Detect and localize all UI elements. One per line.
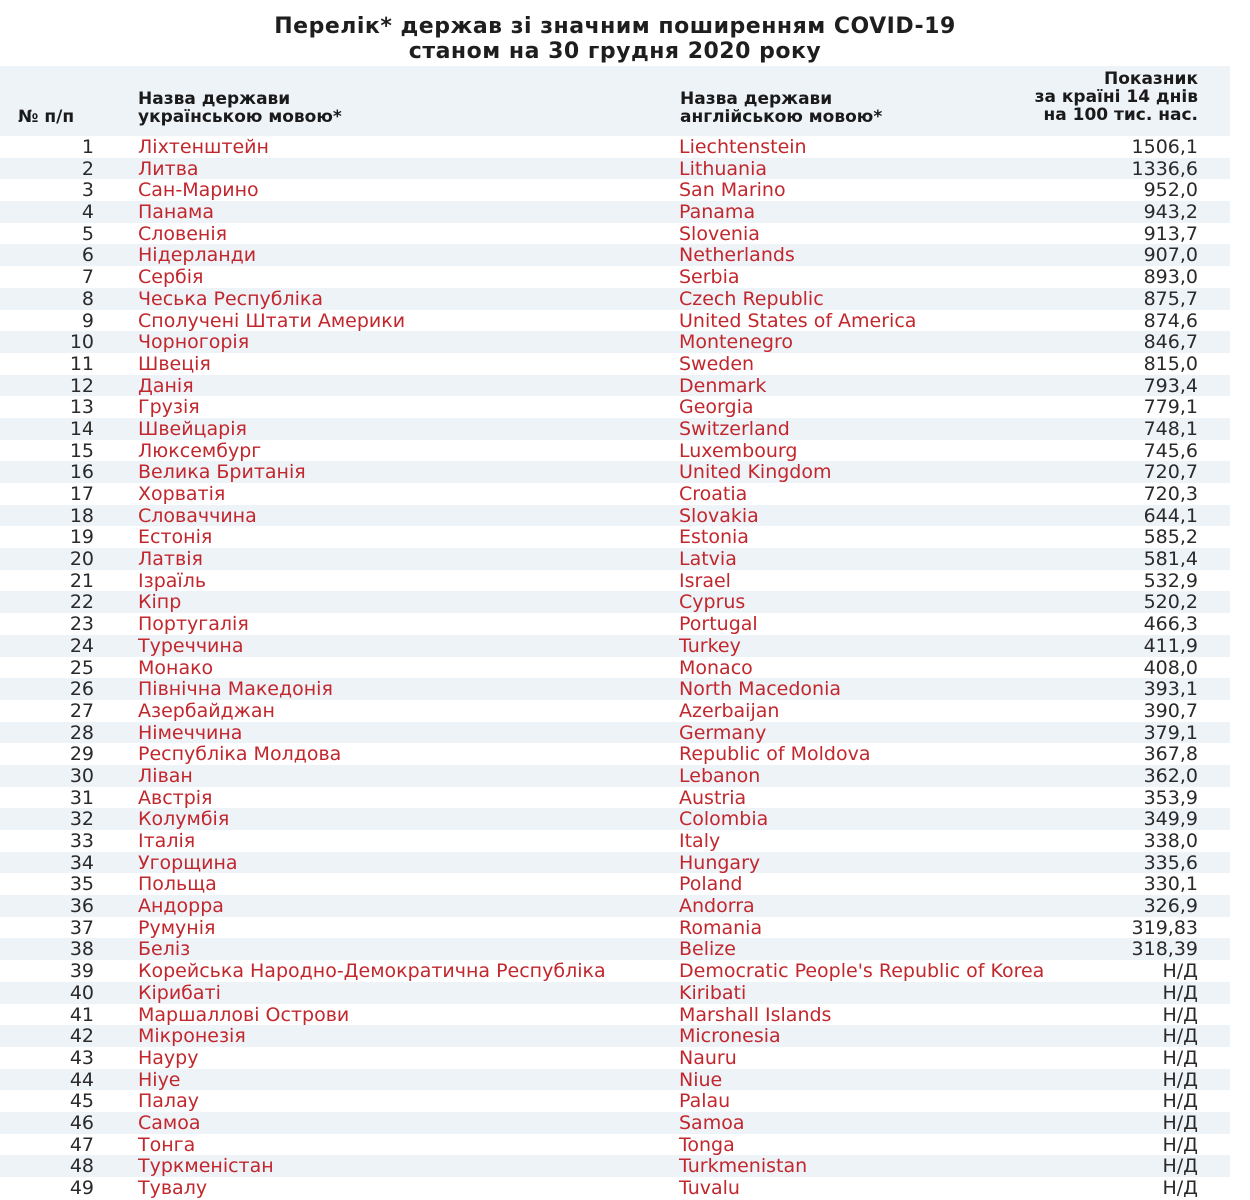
row-number: 29 xyxy=(69,743,94,766)
country-name-ukrainian: Кіпр xyxy=(138,591,182,614)
table-row xyxy=(0,331,1230,353)
table-row xyxy=(0,765,1230,787)
table-row xyxy=(0,223,1230,245)
table-row xyxy=(0,635,1230,657)
country-name-english: Niue xyxy=(679,1068,723,1091)
country-name-ukrainian: Сполучені Штати Америки xyxy=(138,309,406,332)
country-name-english: Sweden xyxy=(679,352,755,375)
row-number: 7 xyxy=(81,266,94,289)
table-row xyxy=(0,353,1230,375)
indicator-value: Н/Д xyxy=(1162,1155,1198,1178)
table-row xyxy=(0,700,1230,722)
table-row xyxy=(0,136,1230,158)
country-name-ukrainian: Андорра xyxy=(138,895,224,918)
country-name-english: Cyprus xyxy=(679,591,746,614)
country-name-english: Austria xyxy=(679,786,747,809)
row-number: 1 xyxy=(81,136,94,158)
row-number: 33 xyxy=(69,830,94,852)
country-name-english: Romania xyxy=(679,916,763,939)
country-name-english: Tuvalu xyxy=(679,1177,740,1199)
country-name-english: Poland xyxy=(679,873,743,896)
table-row xyxy=(0,179,1230,201)
country-name-ukrainian: Ніуе xyxy=(138,1068,181,1091)
table-row xyxy=(0,830,1230,852)
indicator-value: 875,7 xyxy=(1143,287,1198,310)
indicator-value: 745,6 xyxy=(1143,439,1198,462)
indicator-value: 408,0 xyxy=(1143,656,1198,679)
indicator-value: 411,9 xyxy=(1143,634,1198,657)
country-name-english: Lebanon xyxy=(679,764,761,787)
table-row xyxy=(0,1112,1230,1134)
indicator-value: 720,7 xyxy=(1143,461,1198,484)
row-number: 36 xyxy=(69,895,94,918)
row-number: 46 xyxy=(69,1111,94,1134)
row-number: 27 xyxy=(69,699,94,722)
row-number: 3 xyxy=(81,179,94,202)
indicator-value: Н/Д xyxy=(1162,981,1198,1004)
table-row xyxy=(0,288,1230,310)
table-row xyxy=(0,1090,1230,1112)
indicator-value: 874,6 xyxy=(1143,309,1198,332)
table-row xyxy=(0,526,1230,548)
table-row xyxy=(0,483,1230,505)
indicator-value: Н/Д xyxy=(1162,1068,1198,1091)
country-name-ukrainian: Велика Британія xyxy=(138,461,306,484)
table-row xyxy=(0,1177,1230,1199)
country-name-english: Kiribati xyxy=(679,981,747,1004)
country-name-ukrainian: Кірибаті xyxy=(138,981,221,1004)
country-name-english: Croatia xyxy=(679,483,748,505)
country-name-ukrainian: Сан-Марино xyxy=(138,179,259,202)
country-name-ukrainian: Ліхтенштейн xyxy=(138,136,269,158)
country-name-english: Slovenia xyxy=(679,222,760,245)
indicator-value: 846,7 xyxy=(1143,331,1198,354)
country-name-ukrainian: Нідерланди xyxy=(138,244,257,267)
indicator-value: 532,9 xyxy=(1143,569,1198,592)
page-title xyxy=(0,14,1230,64)
country-name-english: Portugal xyxy=(679,613,758,636)
country-name-english: Andorra xyxy=(679,895,755,918)
indicator-value: 349,9 xyxy=(1143,808,1198,831)
row-number: 28 xyxy=(69,721,94,744)
indicator-value: 1506,1 xyxy=(1131,136,1198,158)
country-name-ukrainian: Латвія xyxy=(138,548,203,571)
indicator-value: 326,9 xyxy=(1143,895,1198,918)
row-number: 13 xyxy=(69,396,94,419)
country-name-ukrainian: Республіка Молдова xyxy=(138,743,342,766)
country-name-english: Lithuania xyxy=(679,157,768,180)
country-name-english: Monaco xyxy=(679,656,753,679)
country-name-english: Italy xyxy=(679,830,721,852)
indicator-value: 644,1 xyxy=(1143,504,1198,527)
header-indicator-line-1: Показник xyxy=(1104,69,1198,89)
country-name-english: Colombia xyxy=(679,808,769,831)
country-name-ukrainian: Ліван xyxy=(138,764,193,787)
row-number: 15 xyxy=(69,439,94,462)
country-name-ukrainian: Самоа xyxy=(138,1111,201,1134)
row-number: 35 xyxy=(69,873,94,896)
table-row xyxy=(0,201,1230,223)
country-name-english: Liechtenstein xyxy=(679,136,807,158)
header-ukrainian-line-1: Назва держави xyxy=(138,89,291,109)
indicator-value: 338,0 xyxy=(1143,830,1198,852)
table-row xyxy=(0,310,1230,332)
row-number: 10 xyxy=(69,331,94,354)
table-row xyxy=(0,982,1230,1004)
country-name-ukrainian: Словаччина xyxy=(138,504,257,527)
row-number: 21 xyxy=(69,569,94,592)
country-name-ukrainian: Тонга xyxy=(138,1133,196,1156)
indicator-value: 907,0 xyxy=(1143,244,1198,267)
row-number: 32 xyxy=(69,808,94,831)
table-row xyxy=(0,917,1230,939)
row-number: 31 xyxy=(69,786,94,809)
country-name-ukrainian: Науру xyxy=(138,1046,199,1069)
table-row xyxy=(0,787,1230,809)
country-name-ukrainian: Швеція xyxy=(138,352,211,375)
row-number: 19 xyxy=(69,526,94,549)
country-name-english: Micronesia xyxy=(679,1025,781,1048)
indicator-value: Н/Д xyxy=(1162,1090,1198,1113)
country-name-english: Czech Republic xyxy=(679,287,824,310)
indicator-value: 335,6 xyxy=(1143,851,1198,874)
table-row xyxy=(0,396,1230,418)
indicator-value: 943,2 xyxy=(1143,201,1198,224)
country-name-english: Serbia xyxy=(679,266,740,289)
indicator-value: 585,2 xyxy=(1143,526,1198,549)
row-number: 34 xyxy=(69,851,94,874)
table-row xyxy=(0,461,1230,483)
table-row xyxy=(0,1004,1230,1026)
country-name-english: Estonia xyxy=(679,526,749,549)
country-name-ukrainian: Німеччина xyxy=(138,721,243,744)
indicator-value: Н/Д xyxy=(1162,1133,1198,1156)
table-row xyxy=(0,548,1230,570)
country-name-ukrainian: Данія xyxy=(138,374,194,397)
row-number: 20 xyxy=(69,548,94,571)
table-row xyxy=(0,418,1230,440)
country-name-ukrainian: Мікронезія xyxy=(138,1025,246,1048)
indicator-value: 952,0 xyxy=(1143,179,1198,202)
country-name-english: Panama xyxy=(679,201,756,224)
indicator-value: 367,8 xyxy=(1143,743,1198,766)
country-name-english: United Kingdom xyxy=(679,461,832,484)
country-name-ukrainian: Ізраїль xyxy=(138,569,207,592)
indicator-value: 748,1 xyxy=(1143,417,1198,440)
row-number: 26 xyxy=(69,678,94,701)
country-name-ukrainian: Тувалу xyxy=(138,1177,208,1199)
country-name-ukrainian: Швейцарія xyxy=(138,417,247,440)
row-number: 30 xyxy=(69,764,94,787)
table-row xyxy=(0,938,1230,960)
country-name-english: Hungary xyxy=(679,851,761,874)
country-name-english: Republic of Moldova xyxy=(679,743,871,766)
row-number: 39 xyxy=(69,960,94,983)
indicator-value: Н/Д xyxy=(1162,1111,1198,1134)
row-number: 4 xyxy=(81,201,94,224)
table-row xyxy=(0,613,1230,635)
country-name-english: Turkey xyxy=(679,634,741,657)
row-number: 17 xyxy=(69,483,94,505)
country-name-ukrainian: Палау xyxy=(138,1090,199,1113)
country-name-ukrainian: Хорватія xyxy=(138,483,226,505)
indicator-value: Н/Д xyxy=(1162,1046,1198,1069)
indicator-value: 390,7 xyxy=(1143,699,1198,722)
table-row xyxy=(0,1025,1230,1047)
country-name-ukrainian: Маршаллові Острови xyxy=(138,1003,350,1026)
indicator-value: Н/Д xyxy=(1162,1025,1198,1048)
table-row xyxy=(0,1069,1230,1091)
table-row xyxy=(0,1155,1230,1177)
row-number: 43 xyxy=(69,1046,94,1069)
indicator-value: Н/Д xyxy=(1162,960,1198,983)
country-name-ukrainian: Сербія xyxy=(138,266,204,289)
country-name-english: Slovakia xyxy=(679,504,759,527)
country-name-ukrainian: Італія xyxy=(138,830,196,852)
country-name-english: Democratic People's Republic of Korea xyxy=(679,960,1045,983)
country-name-ukrainian: Грузія xyxy=(138,396,200,419)
table-row xyxy=(0,570,1230,592)
indicator-value: 581,4 xyxy=(1143,548,1198,571)
table-row xyxy=(0,505,1230,527)
row-number: 2 xyxy=(81,157,94,180)
country-name-ukrainian: Корейська Народно-Демократична Республіка xyxy=(138,960,606,983)
indicator-value: 353,9 xyxy=(1143,786,1198,809)
country-name-english: Luxembourg xyxy=(679,439,798,462)
row-number: 48 xyxy=(69,1155,94,1178)
country-name-ukrainian: Туреччина xyxy=(138,634,244,657)
country-name-english: Israel xyxy=(679,569,731,592)
table-row xyxy=(0,1134,1230,1156)
country-name-english: United States of America xyxy=(679,309,917,332)
country-name-ukrainian: Австрія xyxy=(138,786,213,809)
header-english-name xyxy=(680,90,980,126)
table-row xyxy=(0,375,1230,397)
country-name-english: Marshall Islands xyxy=(679,1003,832,1026)
country-name-english: Denmark xyxy=(679,374,767,397)
country-name-ukrainian: Колумбія xyxy=(138,808,230,831)
row-number: 24 xyxy=(69,634,94,657)
title-line-2: станом на 30 грудня 2020 року xyxy=(408,39,822,64)
country-name-ukrainian: Азербайджан xyxy=(138,699,275,722)
row-number: 5 xyxy=(81,222,94,245)
row-number: 44 xyxy=(69,1068,94,1091)
country-name-english: Belize xyxy=(679,938,736,961)
table-header xyxy=(0,66,1230,136)
table-row xyxy=(0,808,1230,830)
table-row xyxy=(0,591,1230,613)
row-number: 23 xyxy=(69,613,94,636)
country-name-ukrainian: Монако xyxy=(138,656,214,679)
indicator-value: 466,3 xyxy=(1143,613,1198,636)
header-ukrainian-name xyxy=(138,90,558,126)
table-row xyxy=(0,244,1230,266)
indicator-value: Н/Д xyxy=(1162,1003,1198,1026)
country-name-english: Montenegro xyxy=(679,331,794,354)
country-name-english: Netherlands xyxy=(679,244,795,267)
row-number: 6 xyxy=(81,244,94,267)
table-row xyxy=(0,743,1230,765)
row-number: 18 xyxy=(69,504,94,527)
row-number: 40 xyxy=(69,981,94,1004)
country-name-english: North Macedonia xyxy=(679,678,842,701)
indicator-value: 520,2 xyxy=(1143,591,1198,614)
row-number: 25 xyxy=(69,656,94,679)
table-row xyxy=(0,1047,1230,1069)
country-name-english: Azerbaijan xyxy=(679,699,780,722)
country-name-ukrainian: Північна Македонія xyxy=(138,678,333,701)
row-number: 38 xyxy=(69,938,94,961)
country-name-ukrainian: Чорногорія xyxy=(138,331,250,354)
row-number: 37 xyxy=(69,916,94,939)
indicator-value: 362,0 xyxy=(1143,764,1198,787)
country-name-english: Germany xyxy=(679,721,767,744)
header-english-line-2: англійською мовою* xyxy=(680,107,883,127)
indicator-value: 379,1 xyxy=(1143,721,1198,744)
table-row xyxy=(0,873,1230,895)
indicator-value: 318,39 xyxy=(1131,938,1198,961)
table-row xyxy=(0,266,1230,288)
country-name-english: Tonga xyxy=(679,1133,735,1156)
row-number: 42 xyxy=(69,1025,94,1048)
country-name-english: Latvia xyxy=(679,548,737,571)
row-number: 9 xyxy=(81,309,94,332)
indicator-value: 319,83 xyxy=(1131,916,1198,939)
table-row xyxy=(0,158,1230,180)
table-row xyxy=(0,678,1230,700)
table-row xyxy=(0,960,1230,982)
country-name-ukrainian: Литва xyxy=(138,157,199,180)
country-name-english: Palau xyxy=(679,1090,731,1113)
country-name-ukrainian: Румунія xyxy=(138,916,216,939)
indicator-value: 330,1 xyxy=(1143,873,1198,896)
row-number: 49 xyxy=(69,1177,94,1199)
country-name-ukrainian: Угорщина xyxy=(138,851,238,874)
row-number: 47 xyxy=(69,1133,94,1156)
header-english-line-1: Назва держави xyxy=(680,89,833,109)
table-row xyxy=(0,722,1230,744)
country-name-english: Samoa xyxy=(679,1111,745,1134)
indicator-value: 815,0 xyxy=(1143,352,1198,375)
country-name-english: Switzerland xyxy=(679,417,790,440)
country-name-ukrainian: Панама xyxy=(138,201,214,224)
country-name-ukrainian: Чеська Республіка xyxy=(138,287,324,310)
country-name-ukrainian: Туркменістан xyxy=(138,1155,274,1178)
header-indicator-line-3: на 100 тис. нас. xyxy=(1043,105,1198,125)
indicator-value: 1336,6 xyxy=(1131,157,1198,180)
country-name-ukrainian: Люксембург xyxy=(138,439,262,462)
country-name-ukrainian: Естонія xyxy=(138,526,213,549)
country-name-ukrainian: Польща xyxy=(138,873,217,896)
table-row xyxy=(0,440,1230,462)
row-number: 16 xyxy=(69,461,94,484)
header-indicator xyxy=(938,70,1198,124)
header-ukrainian-line-2: українською мовою* xyxy=(138,107,342,127)
country-name-english: Georgia xyxy=(679,396,754,419)
title-line-1: Перелік* держав зі значним поширенням COVID-19 xyxy=(274,14,956,39)
row-number: 45 xyxy=(69,1090,94,1113)
indicator-value: Н/Д xyxy=(1162,1177,1198,1199)
row-number: 22 xyxy=(69,591,94,614)
country-name-english: Turkmenistan xyxy=(679,1155,808,1178)
row-number: 8 xyxy=(81,287,94,310)
table-body xyxy=(0,136,1230,1199)
indicator-value: 720,3 xyxy=(1143,483,1198,505)
indicator-value: 393,1 xyxy=(1143,678,1198,701)
row-number: 11 xyxy=(69,352,94,375)
country-name-ukrainian: Словенія xyxy=(138,222,228,245)
row-number: 12 xyxy=(69,374,94,397)
indicator-value: 893,0 xyxy=(1143,266,1198,289)
country-name-ukrainian: Португалія xyxy=(138,613,249,636)
table-row xyxy=(0,895,1230,917)
indicator-value: 913,7 xyxy=(1143,222,1198,245)
country-name-ukrainian: Беліз xyxy=(138,938,191,961)
indicator-value: 793,4 xyxy=(1143,374,1198,397)
row-number: 14 xyxy=(69,417,94,440)
table-row xyxy=(0,657,1230,679)
country-name-english: Nauru xyxy=(679,1046,737,1069)
header-indicator-line-2: за країні 14 днів xyxy=(1034,87,1198,107)
table-row xyxy=(0,852,1230,874)
country-name-english: San Marino xyxy=(679,179,786,202)
header-number: № п/п xyxy=(18,107,75,127)
row-number: 41 xyxy=(69,1003,94,1026)
indicator-value: 779,1 xyxy=(1143,396,1198,419)
